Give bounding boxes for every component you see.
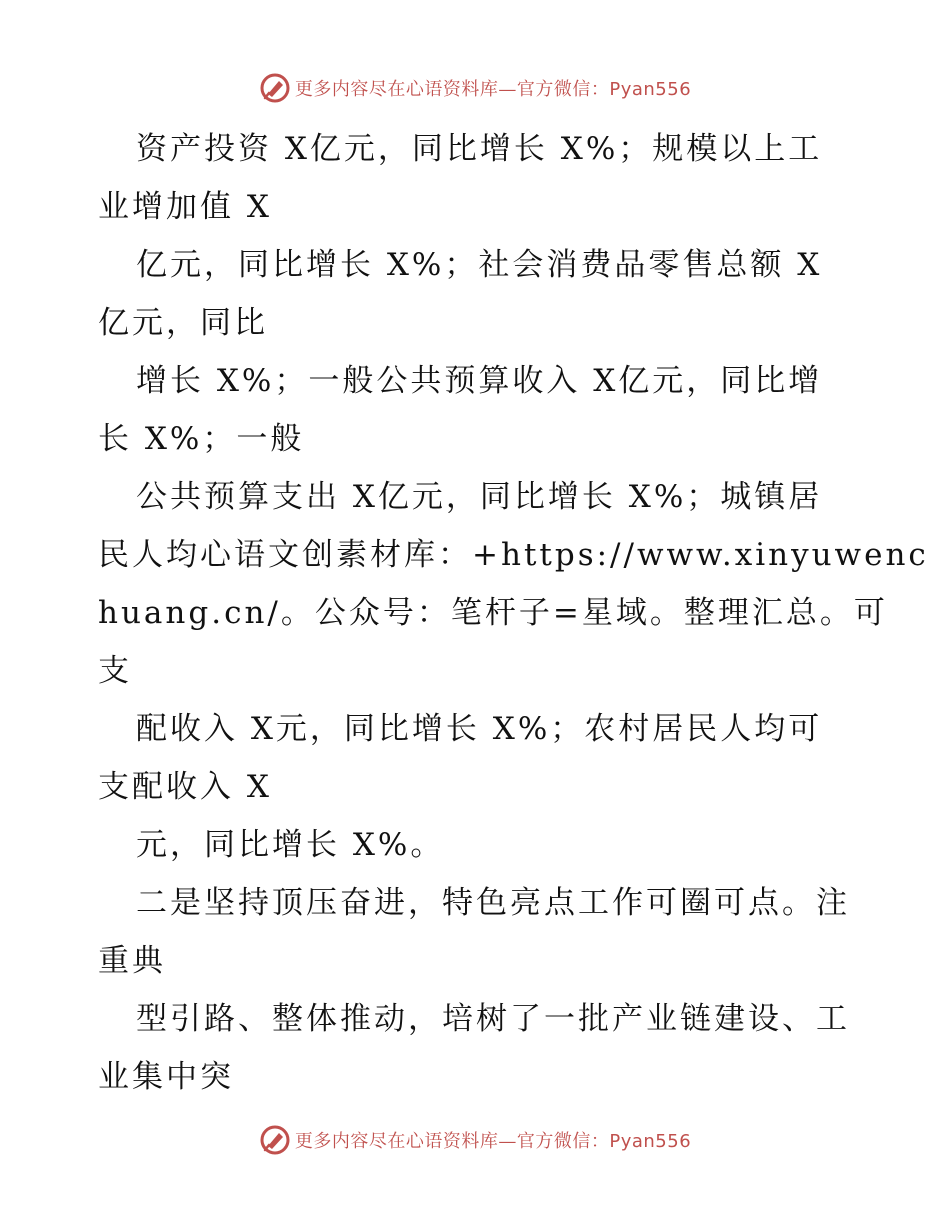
body-line: 支配收入 X [98,769,272,805]
body-line: 元，同比增长 X%。 [136,827,445,863]
page-header [0,72,950,104]
body-line: 支 [98,653,132,689]
header-wechat: 官方微信：Pyan556 [516,79,692,100]
header-text-main: 更多内容尽在心语资料库 [294,79,499,100]
body-line: 业增加值 X [98,189,272,225]
header-dash: — [498,79,517,100]
brand-logo-icon [259,1124,291,1156]
document-body [98,120,929,1106]
header-banner [259,72,691,104]
footer-dash: — [498,1131,517,1152]
footer-text [295,1127,691,1153]
body-line: huang.cn/。公众号：笔杆子=星域。整理汇总。可 [98,595,888,631]
body-line: 长 X%；一般 [98,421,305,457]
body-line: 亿元，同比 [98,305,268,341]
footer-wechat: 官方微信：Pyan556 [516,1131,692,1152]
body-line: 民人均心语文创素材库：+https://www.xinyuwenc [98,537,929,573]
brand-logo-icon [259,72,291,104]
body-line: 亿元，同比增长 X%；社会消费品零售总额 X [136,247,823,283]
body-line: 公共预算支出 X亿元，同比增长 X%；城镇居 [136,479,823,515]
header-text [295,75,691,101]
body-line: 业集中突 [98,1059,234,1095]
body-line: 配收入 X元，同比增长 X%；农村居民人均可 [136,711,823,747]
body-line: 型引路、整体推动，培树了一批产业链建设、工 [136,1001,850,1037]
footer-text-main: 更多内容尽在心语资料库 [294,1131,499,1152]
body-line: 二是坚持顶压奋进，特色亮点工作可圈可点。注 [136,885,850,921]
footer-banner [259,1124,691,1156]
body-line: 增长 X%；一般公共预算收入 X亿元，同比增 [136,363,823,399]
page-footer [0,1124,950,1156]
body-line: 重典 [98,943,166,979]
body-line: 资产投资 X亿元，同比增长 X%；规模以上工 [136,131,823,167]
